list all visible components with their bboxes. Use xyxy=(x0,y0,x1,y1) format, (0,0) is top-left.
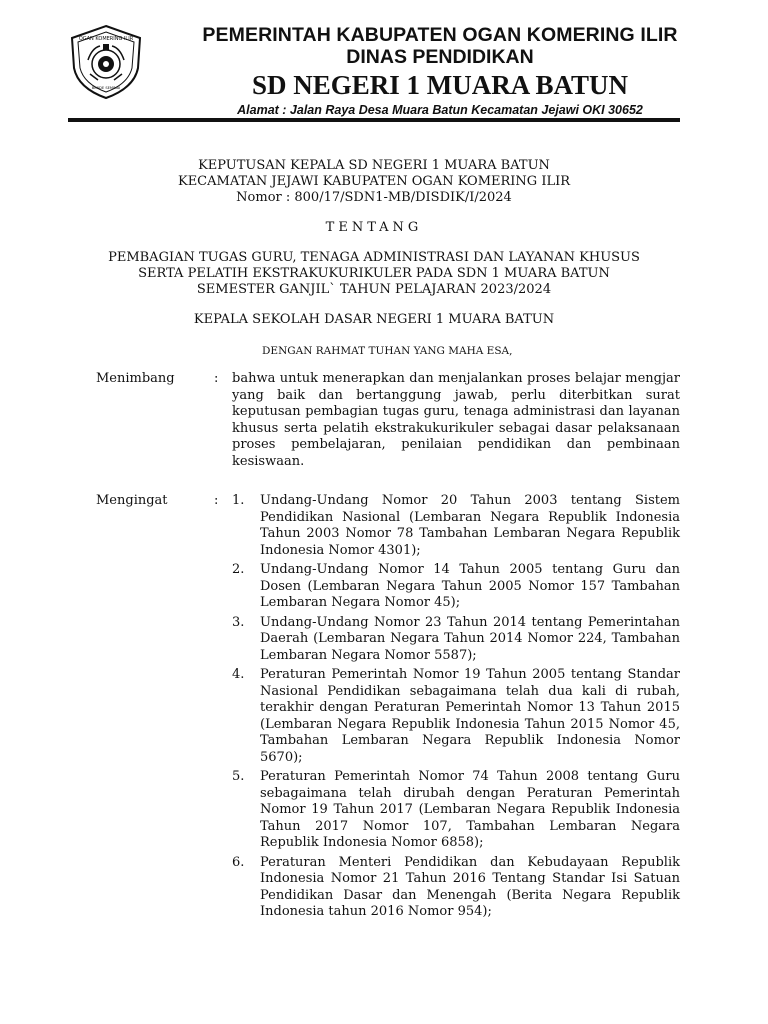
blessing-line: DENGAN RAHMAT TUHAN YANG MAHA ESA, xyxy=(262,345,513,357)
regency-emblem-logo xyxy=(68,24,144,100)
list-item-text: Peraturan Pemerintah Nomor 19 Tahun 2005 tentang Standar Nasional Pendidikan sebagaimana telah dua kali di rubah, terakhir dengan Peraturan Pemerintah Nomor 13 Tahun 2015 (Lembaran Negara Republik Indonesia Tahun 2015 Nomor 45, Tambahan Lembaran Negara Republik Indonesia Nomor 5670); xyxy=(260,667,680,765)
topic-line-2: SERTA PELATIH EKSTRAKUKURIKULER PADA SDN 1 MUARA BATUN xyxy=(138,266,610,281)
list-item-text: Undang-Undang Nomor 23 Tahun 2014 tentang Pemerintahan Daerah (Lembaran Negara Tahun 2014 Nomor 224, Tambahan Lembaran Negara Nomor 5587); xyxy=(260,614,680,663)
list-item-text: Peraturan Pemerintah Nomor 74 Tahun 2008 tentang Guru sebagaimana telah dirubah dengan Peraturan Pemerintah Nomor 19 Tahun 2017 (Lembaran Negara Republik Indonesia Tahun 2017 Nomor 107, Tambahan Lembaran Negara Republik Indonesia Nomor 6858); xyxy=(260,769,680,850)
list-item-number: 6. xyxy=(232,854,245,870)
school-address: Alamat : Jalan Raya Desa Muara Batun Kecamatan Jejawi OKI 30652 xyxy=(237,103,643,117)
list-item-number: 3. xyxy=(232,614,245,630)
list-item xyxy=(232,667,680,766)
decree-title xyxy=(68,158,680,206)
decree-line-2: KECAMATAN JEJAWI KABUPATEN OGAN KOMERING ILIR xyxy=(177,174,571,189)
topic-line-1: PEMBAGIAN TUGAS GURU, TENAGA ADMINISTRASI DAN LAYANAN KHUSUS xyxy=(108,250,640,265)
department-name: DINAS PENDIDIKAN xyxy=(346,46,534,68)
mengingat-list xyxy=(232,493,680,924)
list-item xyxy=(232,855,680,921)
list-item xyxy=(232,769,680,852)
list-item-number: 5. xyxy=(232,769,245,784)
list-item-text: Peraturan Menteri Pendidikan dan Kebudayaan Republik Indonesia Nomor 21 Tahun 2016 Tentang Standar Isi Satuan Pendidikan Dasar dan Menengah (Berita Negara Republik Indonesia tahun 2016 Nomor 954); xyxy=(260,854,680,919)
list-item-text: Undang-Undang Nomor 14 Tahun 2005 tentang Guru dan Dosen (Lembaran Negara Tahun 2005 Nomor 157 Tambahan Lembaran Negara Nomor 45); xyxy=(260,562,680,610)
government-name: PEMERINTAH KABUPATEN OGAN KOMERING ILIR xyxy=(202,24,678,46)
list-item-number: 1. xyxy=(232,493,245,508)
list-item-text: Undang-Undang Nomor 20 Tahun 2003 tentang Sistem Pendidikan Nasional (Lembaran Negara Republik Indonesia Tahun 2003 Nomor 78 Tambahan Lembaran Negara Republik Indonesia Nomor 4301); xyxy=(260,493,680,558)
menimbang-colon: : xyxy=(214,371,219,386)
mengingat-colon: : xyxy=(214,493,219,508)
issuer-heading: KEPALA SEKOLAH DASAR NEGERI 1 MUARA BATUN xyxy=(193,312,555,327)
decree-topic xyxy=(68,250,680,298)
list-item-number: 4. xyxy=(232,667,245,682)
letterhead xyxy=(180,24,700,118)
decree-number: Nomor : 800/17/SDN1-MB/DISDIK/I/2024 xyxy=(236,190,512,205)
logo-bottom-text: BENDE SEMINAI xyxy=(91,86,121,90)
letterhead-divider xyxy=(68,118,680,122)
mengingat-label: Mengingat xyxy=(96,493,168,508)
tentang-heading: TENTANG xyxy=(325,220,423,235)
school-name: SD NEGERI 1 MUARA BATUN xyxy=(251,70,629,100)
list-item xyxy=(232,493,680,559)
topic-line-3: SEMESTER GANJIL` TAHUN PELAJARAN 2023/2024 xyxy=(196,282,552,297)
list-item xyxy=(232,562,680,612)
menimbang-label: Menimbang xyxy=(96,371,175,386)
decree-line-1: KEPUTUSAN KEPALA SD NEGERI 1 MUARA BATUN xyxy=(198,158,550,173)
menimbang-text: bahwa untuk menerapkan dan menjalankan proses belajar mengjar yang baik dan bertanggung jawab, perlu diterbitkan surat keputusan pembagian tugas guru, tenaga administrasi dan layanan khusus serta pelatih ekstrakukurikuler sebagai dasar pelaksanaan proses pembelajaran, penilaian pendidikan dan pembinaan kesiswaan. xyxy=(232,371,680,469)
list-item-number: 2. xyxy=(232,562,245,577)
list-item xyxy=(232,615,680,665)
logo-top-text: OGAN KOMERING ILIR xyxy=(78,36,134,42)
